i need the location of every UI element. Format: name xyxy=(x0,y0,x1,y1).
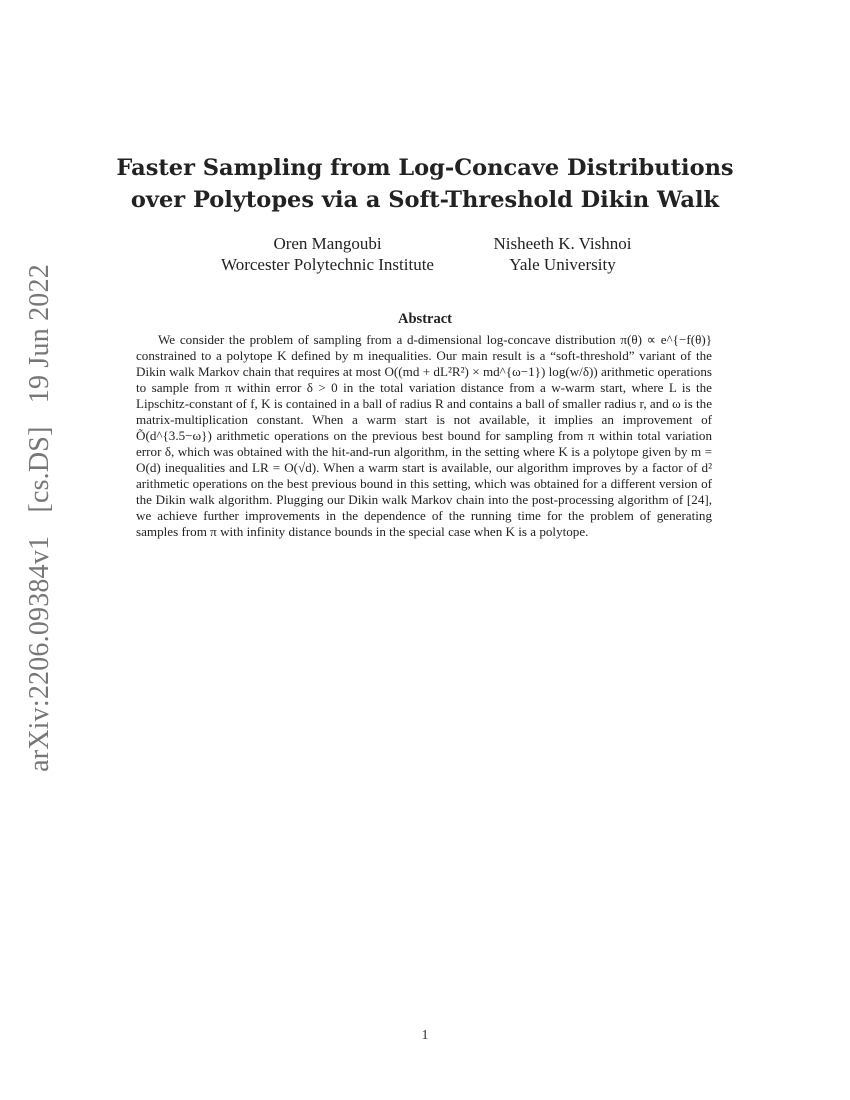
abstract-heading: Abstract xyxy=(398,311,452,327)
page-number: 1 xyxy=(421,1028,429,1043)
author-name: Nisheeth K. Vishnoi xyxy=(493,234,632,253)
paper-title: Faster Sampling from Log-Concave Distributions over Polytopes via a Soft-Threshold Dikin Walk xyxy=(116,155,734,213)
author-affiliation: Worcester Polytechnic Institute xyxy=(221,255,434,274)
author-1 xyxy=(205,233,450,275)
arxiv-date: 19 Jun 2022 xyxy=(24,264,55,404)
arxiv-category: [cs.DS] xyxy=(24,426,55,513)
author-name: Oren Mangoubi xyxy=(273,234,382,253)
author-affiliation: Yale University xyxy=(509,255,616,274)
arxiv-id: arXiv:2206.09384v1 xyxy=(24,535,55,772)
abstract-body: We consider the problem of sampling from a d-dimensional log-concave distribution π(θ) ∝ e^{−f(θ)} constrained to a polytope K defined by m inequalities. Our main result is a “soft-threshold” variant of the Dikin walk Markov chain that requires at most O((md + dL²R²) × md^{ω−1}) log(w/δ)) arithmetic operations to sample from π within error δ > 0 in the total variation distance from a w-warm start, where L is the Lipschitz-constant of f, K is contained in a ball of radius R and contains a ball of smaller radius r, and ω is the matrix-multiplication constant. When a warm start is not available, it implies an improvement of Õ(d^{3.5−ω}) arithmetic operations on the previous best bound for sampling from π within total variation error δ, which was obtained with the hit-and-run algorithm, in the setting where K is a polytope given by m = O(d) inequalities and LR = O(√d). When a warm start is available, our algorithm improves by a factor of d² arithmetic operations on the best previous bound in this setting, which was obtained for a different version of the Dikin walk algorithm. Plugging our Dikin walk Markov chain into the post-processing algorithm of [24], we achieve further improvements in the dependence of the running time for the problem of generating samples from π with infinity distance bounds in the special case when K is a polytope. xyxy=(136,332,712,539)
author-2 xyxy=(475,233,650,275)
